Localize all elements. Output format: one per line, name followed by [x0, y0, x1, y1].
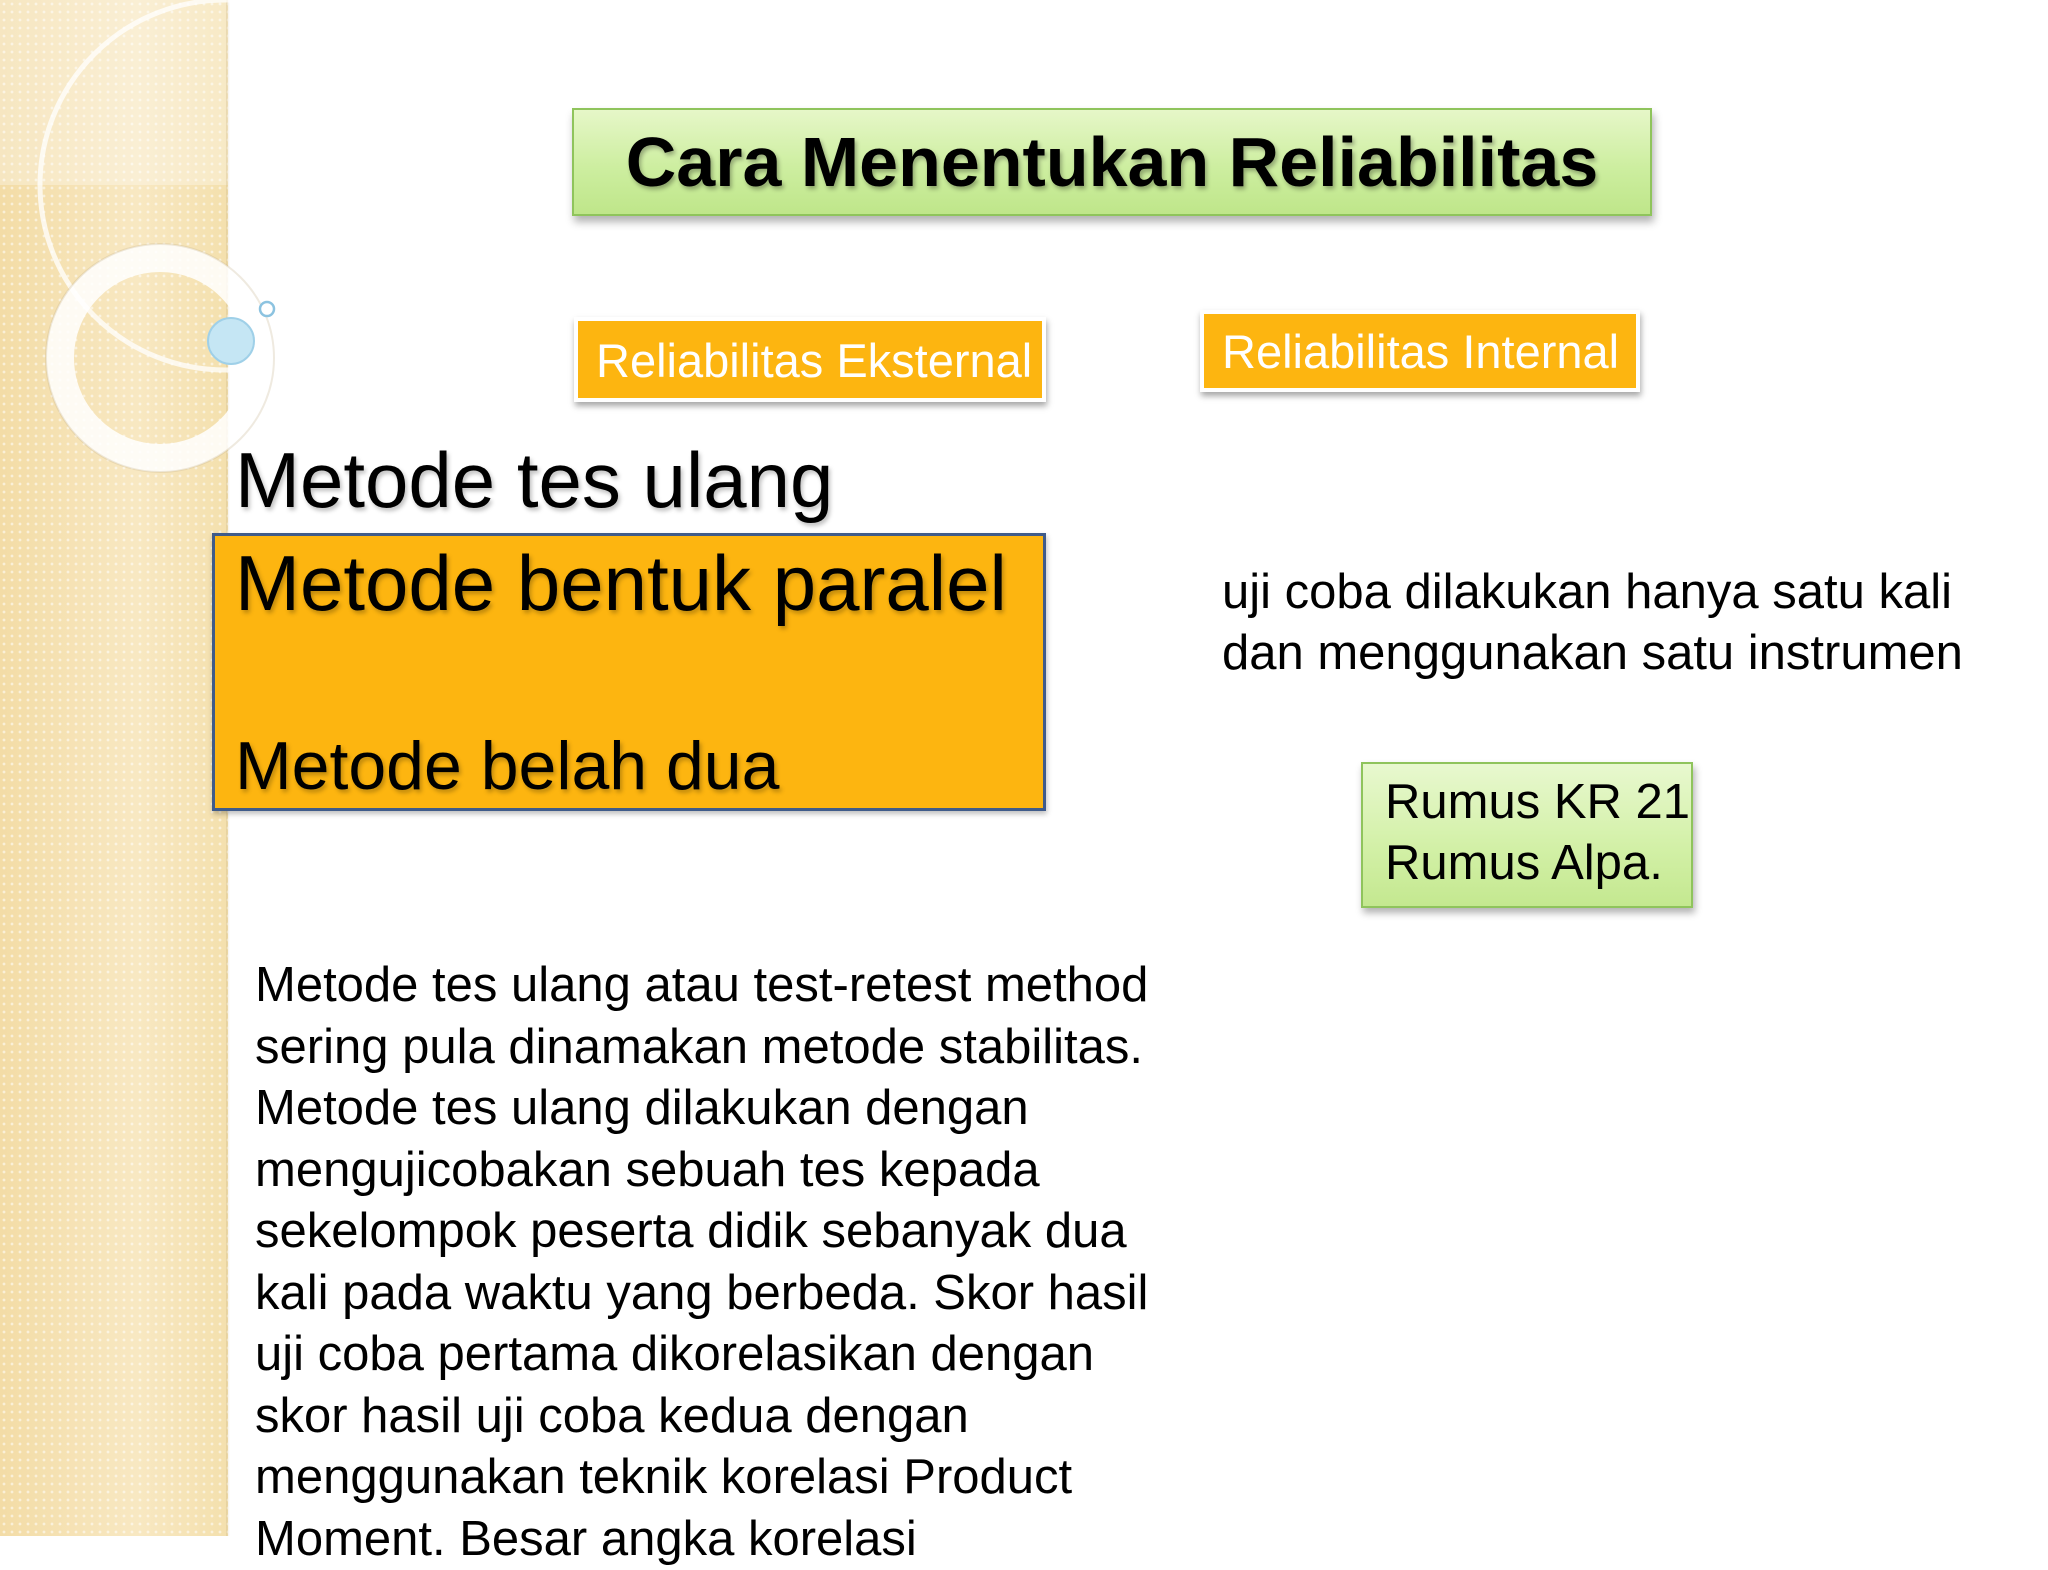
title-box — [572, 108, 1652, 216]
body-line: kali pada waktu yang berbeda. Skor hasil — [255, 1263, 1255, 1325]
formula-box — [1361, 762, 1693, 908]
body-line: Moment. Besar angka korelasi — [255, 1509, 1255, 1570]
methods-highlight-box — [212, 533, 1046, 811]
body-line: uji coba pertama dikorelasikan dengan — [255, 1324, 1255, 1386]
method-test-retest: Metode tes ulang — [235, 435, 833, 526]
body-line: Metode tes ulang dilakukan dengan — [255, 1078, 1255, 1140]
small-blue-dot — [260, 302, 274, 316]
method-parallel-form: Metode bentuk paralel — [235, 536, 1015, 630]
internal-description: uji coba dilakukan hanya satu kali dan menggunakan satu instrumen — [1222, 562, 2022, 684]
blue-bubble — [208, 318, 254, 364]
slide-title: Cara Menentukan Reliabilitas — [626, 122, 1599, 202]
body-line: mengujicobakan sebuah tes kepada — [255, 1140, 1255, 1202]
body-line: sering pula dinamakan metode stabilitas. — [255, 1017, 1255, 1079]
body-line: sekelompok peserta didik sebanyak dua — [255, 1201, 1255, 1263]
large-ring — [40, 0, 410, 370]
body-paragraph — [255, 955, 1255, 1570]
formula-kr21: Rumus KR 21 — [1385, 774, 1690, 830]
internal-reliability-label: Reliabilitas Internal — [1200, 310, 1640, 392]
formula-alpha: Rumus Alpa. — [1385, 835, 1663, 891]
body-line: menggunakan teknik korelasi Product — [255, 1447, 1255, 1509]
method-split-half: Metode belah dua — [235, 726, 779, 806]
body-line: skor hasil uji coba kedua dengan — [255, 1386, 1255, 1448]
body-line: Metode tes ulang atau test-retest method — [255, 955, 1255, 1017]
external-reliability-label: Reliabilitas Eksternal — [574, 317, 1046, 402]
